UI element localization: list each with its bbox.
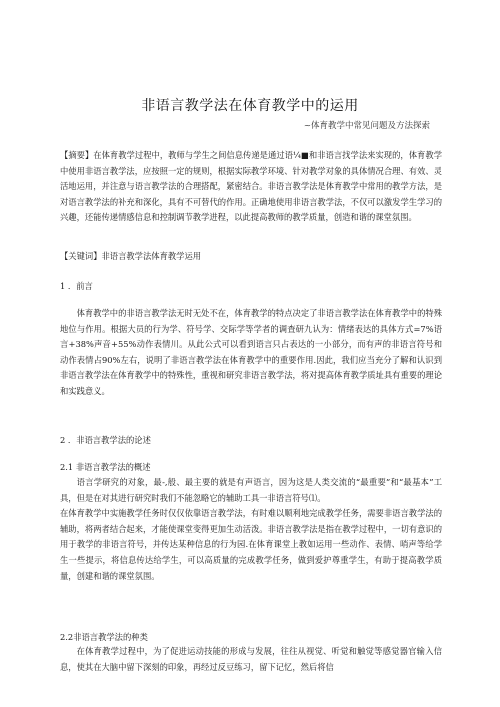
section-2-1-paragraph-2: 在体育教学中实施教学任务时仅仅依靠语言教学法，有时难以顺利地完成教学任务，需要非语言教学法的辅助，将两者结合起来，才能使课堂变得更加生动活泼。非语言教学法是指在教学过程中，一切有意识的用于教学的非语言符号，并传达某种信息的行为园.在体育课堂上教如运用一些动作、表情、哨声等给学生一些提示，将信息传达给学生，可以高质量的完成教学任务，做到爱护尊重学生，有助于提高教学质量，创建和谐的课堂氛围。	[60, 508, 442, 581]
section-2-2-paragraph: 在体育教学过程中，为了促进运动技能的形成与发展，往往从视觉、听觉和触觉等感觉器官输入信息，使其在大脑中留下深刻的印象，再经过反豆练习，留下记忆，然后将信	[60, 646, 442, 672]
section-2-1-paragraph-1: 语言学研究的对象，最-,般、最主要的就是有声语言，因为这是人类交流的“最重要”和“最基本”工具，但是在对其进行研究时我们不能忽略它的辅助工具一非语言符号⑴。	[60, 477, 442, 503]
section-2-1-body	[60, 475, 442, 584]
abstract-text: 【摘要】在体育教学过程中，教师与学生之间信息传递是通过语¼■和非语言找学法来实现的，体育教学中使用非语言教学法，应按照一定的规则，根据实际教学环境、针对教学对象的具体情况合理、有效、灵活地运用，并注意与语言教学法的合理搭配，紧密结合。非语言教学法是体育教学中常用的教学方法，是对语言教学法的补充和深化，具有不可替代的作用。正确地使用非语言教学法，不仅可以激发学生学习的兴趣，还能传递情感信息和控制调节教学进程，以此提高教师的教学质量，创造和谐的课堂氛围。	[60, 150, 442, 223]
section-1-heading: 1 ．前言	[60, 281, 93, 291]
section-2-2-body	[60, 644, 442, 675]
section-2-1-heading: 2.1 非语言教学法的概述	[60, 462, 151, 472]
abstract-paragraph	[60, 148, 442, 226]
keywords-line: 【关键词】非语言教学法体育教学运用	[60, 251, 202, 261]
section-2-2-heading: 2.2非语言教学法的种类	[60, 632, 148, 642]
document-subtitle: ~体育教学中常见问题及方法探索	[303, 121, 430, 131]
section-1-body	[60, 306, 442, 400]
section-2-heading: 2 ．非语言教学法的论述	[60, 435, 151, 445]
section-1-paragraph: 体育教学中的非语言教学法无时无处不在，体育教学的特点决定了非语言教学法在体育教学中的特殊地位与作用。根据大员的行为学、符号学、交际学等学者的调査研九认为：情绪表达的具体方式=7%语言+38%声音+55%动作表情川。从此公式可以看到语言只占表达的一小部分，而有声的非语言符号和动作表情占90%左右，说明了非语言教学法在体育教学中的重要作用.因此，我们应当充分了解和认识到非语言教学法在体育教学中的特殊性，重视和研究非语言教学法，将对提高体育教学质址具有重要的理论和实践意义。	[60, 308, 442, 396]
document-title: 非语言教学法在体育教学中的运用	[141, 98, 359, 114]
